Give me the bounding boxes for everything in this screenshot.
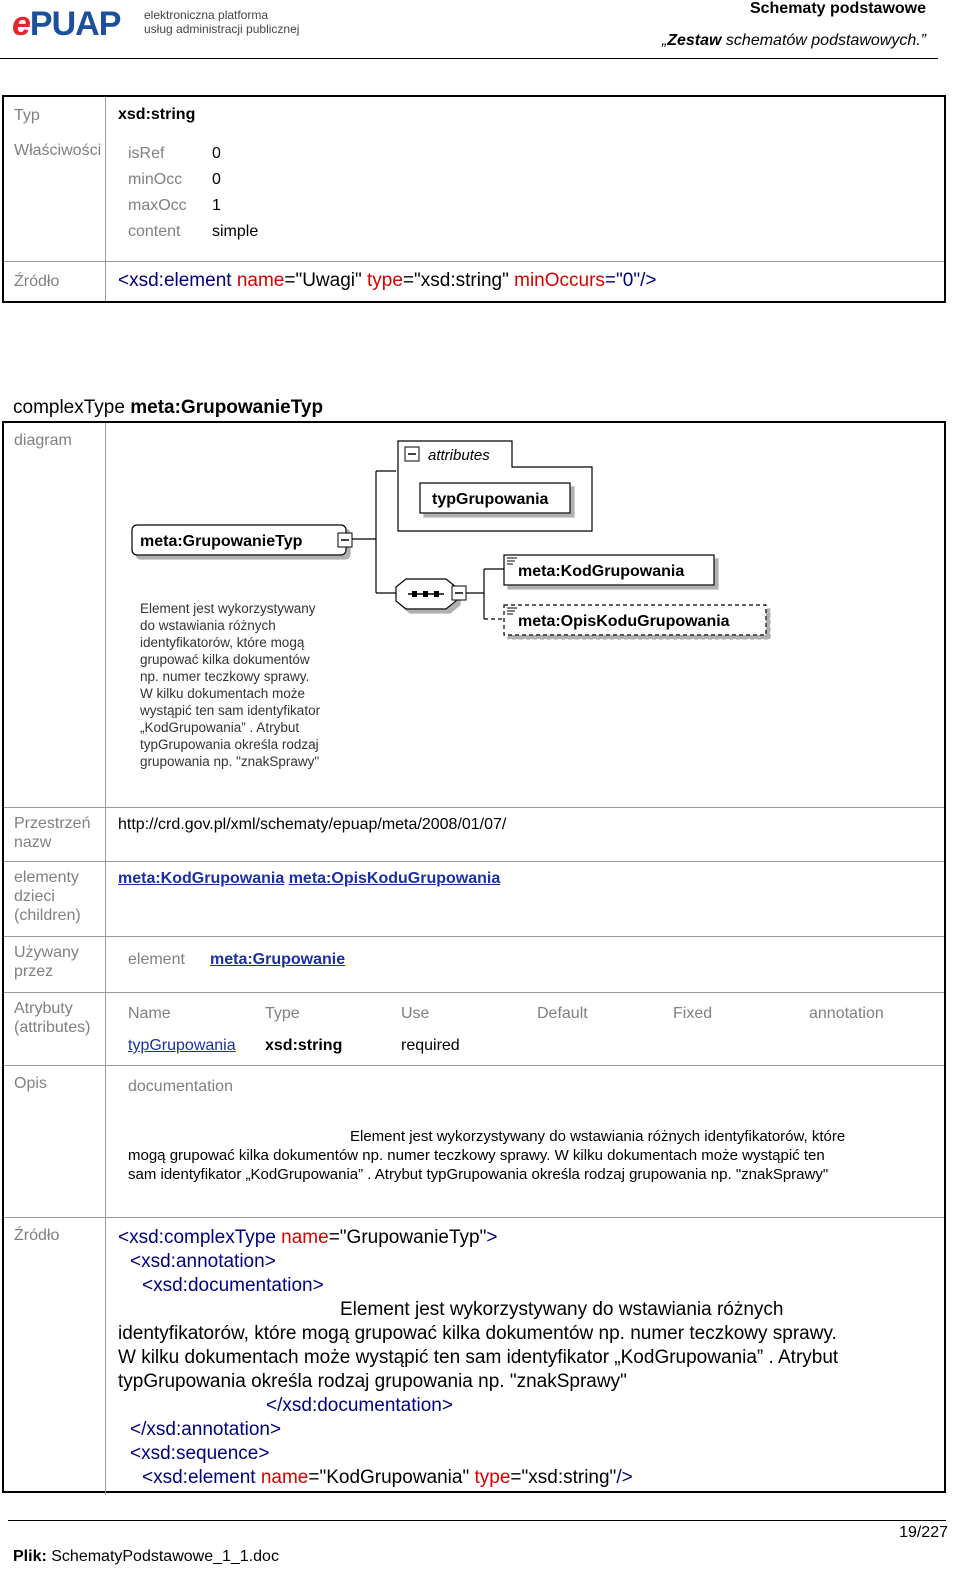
- attributes-caption: attributes: [428, 447, 490, 464]
- type-value: xsd:string: [118, 106, 196, 123]
- diagram-label: diagram: [4, 423, 106, 807]
- document-subtitle: „Zestaw schematów podstawowych.”: [661, 32, 926, 49]
- complextype-heading: complexType meta:GrupowanieTyp: [13, 397, 324, 418]
- source-code: <xsd:complexType name="GrupowanieTyp"> <xsd:annotation> <xsd:documentation> Element jest wykorzystywany do wstawiania różnych identyfikatorów, które mogą grupować kilka dokumentów np. numer teczkowy sprawy. W kilku dokumentach może wystąpić ten sam identyfikator „KodGrupowania” . Atrybut typGrupowania określa rodzaj grupowania np. "znakSprawy" </xsd:documentation> </xsd:annotation> <xsd:sequence> <xsd:element name="KodGrupowania" type="xsd:string"/>: [118, 1227, 839, 1488]
- child-node-opiskodugrupowania: [504, 605, 766, 635]
- epuap-logo: [12, 6, 302, 42]
- children-links: [106, 862, 944, 888]
- document-title: Schematy podstawowe: [749, 0, 926, 17]
- properties-list: [106, 133, 944, 245]
- attribute-row: typGrupowania xsd:string required: [128, 1033, 944, 1061]
- link-grupowanie[interactable]: meta:Grupowanie: [210, 951, 346, 968]
- source-label: Źródło: [4, 1218, 106, 1495]
- row-description: [4, 1065, 944, 1217]
- complextype-table: [2, 421, 946, 1493]
- prop-row: minOcc 0: [128, 171, 221, 188]
- diagram-annotation: [139, 601, 321, 769]
- main-type-node: [132, 525, 352, 555]
- row-type: [4, 97, 944, 133]
- header-rule: [0, 58, 938, 59]
- svg-text:meta:KodGrupowania: meta:KodGrupowania: [518, 563, 685, 580]
- link-typgrupowania[interactable]: typGrupowania: [128, 1037, 236, 1054]
- row-children: [4, 861, 944, 936]
- attributes-group: [398, 441, 592, 531]
- prop-row: isRef 0: [128, 145, 221, 162]
- used-by-label: Używany przez: [4, 937, 106, 992]
- svg-text:„KodGrupowania” . Atrybut: „KodGrupowania” . Atrybut: [140, 720, 300, 735]
- svg-text:np. numer teczkowy sprawy.: np. numer teczkowy sprawy.: [140, 669, 310, 684]
- source-code: <xsd:element name="Uwagi" type="xsd:string" minOccurs="0"/>: [118, 270, 657, 291]
- child-node-kodgrupowania: [504, 555, 714, 585]
- source-label: Źródło: [4, 262, 106, 301]
- row-source: [4, 1217, 944, 1495]
- prop-row: content simple: [128, 223, 259, 240]
- logo-wordmark: ePUAP: [12, 5, 121, 43]
- footer-rule: [8, 1520, 946, 1521]
- sequence-compositor: [396, 579, 466, 609]
- attributes-table: [106, 993, 944, 1061]
- svg-text:do wstawiania różnych: do wstawiania różnych: [140, 618, 276, 633]
- properties-label: Właściwości: [4, 133, 106, 261]
- description-label: Opis: [4, 1066, 106, 1217]
- attribute-typgrupowania: typGrupowania: [432, 491, 549, 508]
- svg-text:grupować kilka dokumentów: grupować kilka dokumentów: [140, 652, 310, 667]
- svg-text:typGrupowania określa rodzaj: typGrupowania określa rodzaj: [140, 737, 319, 752]
- svg-text:meta:OpisKoduGrupowania: meta:OpisKoduGrupowania: [518, 613, 730, 630]
- element-table: [2, 95, 946, 303]
- page-header: [0, 0, 960, 60]
- svg-text:Element jest wykorzystywany: Element jest wykorzystywany: [140, 601, 316, 616]
- used-by-value: element meta:Grupowanie: [128, 951, 346, 968]
- svg-text:identyfikatorów, które mogą: identyfikatorów, które mogą: [140, 635, 305, 650]
- namespace-label: Przestrzeń nazw: [4, 808, 106, 861]
- attributes-label: Atrybuty (attributes): [4, 993, 106, 1065]
- link-opiskodugrupowania[interactable]: meta:OpisKoduGrupowania: [288, 870, 501, 887]
- link-kodgrupowania[interactable]: meta:KodGrupowania: [118, 870, 285, 887]
- row-source: [4, 261, 944, 301]
- diagram-svg: [106, 423, 944, 807]
- svg-text:meta:GrupowanieTyp: meta:GrupowanieTyp: [140, 533, 303, 550]
- svg-text:grupowania np. "znakSprawy": grupowania np. "znakSprawy": [140, 754, 320, 769]
- logo-subtitle: elektroniczna platforma usług administracji publicznej: [144, 8, 300, 36]
- svg-text:wystąpić ten sam identyfikator: wystąpić ten sam identyfikator: [140, 703, 321, 718]
- documentation-label: documentation: [128, 1078, 233, 1095]
- namespace-value: http://crd.gov.pl/xml/schematy/epuap/meta/2008/01/07/: [118, 816, 507, 833]
- page-number: 19/227: [899, 1524, 948, 1541]
- type-label: Typ: [4, 97, 106, 133]
- row-used-by: [4, 936, 944, 992]
- schema-diagram: [106, 423, 944, 807]
- prop-row: maxOcc 1: [128, 197, 221, 214]
- documentation-text: Element jest wykorzystywany do wstawiania różnych identyfikatorów, które mogą grupować kilka dokumentów np. numer teczkowy sprawy. W kilku dokumentach może wystąpić ten sam identyfikator „KodGrupowania” . Atrybut typGrupowania określa rodzaj grupowania np. "znakSprawy": [128, 1128, 846, 1183]
- row-namespace: [4, 807, 944, 861]
- attributes-header-row: Name Type Use Default Fixed annotation: [128, 1005, 884, 1022]
- description-body: [106, 1066, 944, 1184]
- row-properties: [4, 133, 944, 261]
- row-diagram: [4, 423, 944, 807]
- svg-text:W kilku dokumentach może: W kilku dokumentach może: [140, 686, 306, 701]
- children-label: elementy dzieci (children): [4, 862, 106, 936]
- row-attributes: [4, 992, 944, 1065]
- footer-filename: Plik: SchematyPodstawowe_1_1.doc: [13, 1548, 279, 1565]
